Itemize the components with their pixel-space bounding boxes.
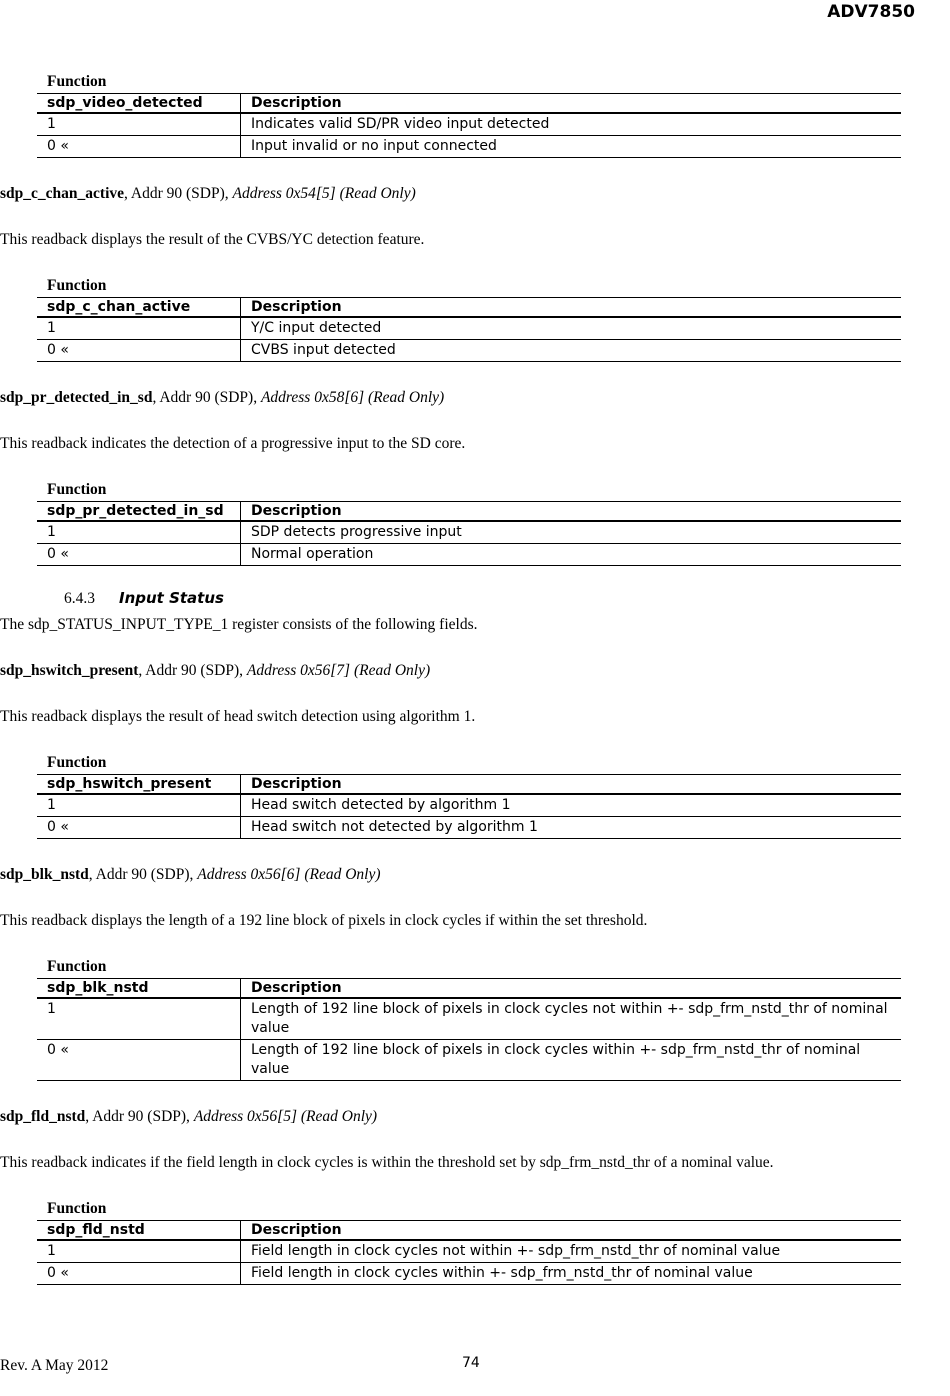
row-description: Field length in clock cycles not within +- sdp_frm_nstd_thr of nominal value: [241, 1240, 902, 1263]
register-heading-sdp-blk-nstd: [0, 865, 920, 885]
table-row: [37, 340, 901, 362]
table-row: [37, 998, 901, 1040]
table-caption: Function: [47, 1200, 107, 1217]
register-name: sdp_hswitch_present: [0, 662, 139, 679]
register-address: Address 0x56[5] (Read Only): [193, 1108, 378, 1125]
row-value: 0 «: [37, 544, 241, 566]
row-description: SDP detects progressive input: [241, 521, 902, 544]
register-description: This readback displays the result of head switch detection using algorithm 1.: [0, 708, 476, 725]
row-description: Input invalid or no input connected: [241, 136, 902, 158]
function-table-sdp-pr-detected-in-sd: [37, 480, 901, 566]
table-caption: Function: [47, 73, 107, 90]
table-caption: Function: [47, 481, 107, 498]
row-value: 1: [37, 998, 241, 1040]
table-row: [37, 1263, 901, 1285]
row-description: Head switch detected by algorithm 1: [241, 794, 902, 817]
table-row: [37, 817, 901, 839]
function-table-sdp-fld-nstd: [37, 1199, 901, 1285]
register-addr: , Addr 90 (SDP),: [138, 662, 247, 679]
register-address: Address 0x56[7] (Read Only): [246, 662, 431, 679]
footer-page-number: 74: [462, 1355, 480, 1371]
register-heading-sdp-fld-nstd: [0, 1107, 920, 1127]
row-value: 1: [37, 521, 241, 544]
register-addr: , Addr 90 (SDP),: [85, 1108, 194, 1125]
row-value: 0 «: [37, 136, 241, 158]
table-row: [37, 544, 901, 566]
row-description: Indicates valid SD/PR video input detected: [241, 113, 902, 136]
row-description: Head switch not detected by algorithm 1: [241, 817, 902, 839]
footer-revision: Rev. A May 2012: [0, 1357, 109, 1374]
row-description: CVBS input detected: [241, 340, 902, 362]
register-addr: , Addr 90 (SDP),: [152, 389, 261, 406]
register-address: Address 0x54[5] (Read Only): [232, 185, 416, 202]
register-address: Address 0x56[6] (Read Only): [197, 866, 381, 883]
table-header-field: sdp_video_detected: [37, 94, 241, 114]
table-caption: Function: [47, 958, 107, 975]
register-addr: , Addr 90 (SDP),: [124, 185, 233, 202]
row-description: Length of 192 line block of pixels in clock cycles not within +- sdp_frm_nstd_thr of nominal value: [241, 998, 902, 1040]
table-header-field: sdp_blk_nstd: [37, 979, 241, 999]
function-table-sdp-blk-nstd: [37, 957, 901, 1081]
row-value: 0 «: [37, 817, 241, 839]
row-description: Field length in clock cycles within +- sdp_frm_nstd_thr of nominal value: [241, 1263, 902, 1285]
table-header-description: Description: [241, 502, 902, 522]
register-heading-sdp-pr-detected-in-sd: [0, 388, 920, 408]
row-description: Normal operation: [241, 544, 902, 566]
table-row: [37, 136, 901, 158]
register-description: This readback indicates if the field length in clock cycles is within the threshold set by sdp_frm_nstd_thr of a nominal value.: [0, 1154, 774, 1171]
table-caption: Function: [47, 277, 107, 294]
row-description: Y/C input detected: [241, 317, 902, 340]
table-header-field: sdp_c_chan_active: [37, 298, 241, 318]
register-name: sdp_fld_nstd: [0, 1108, 86, 1125]
section-number: 6.4.3: [64, 590, 95, 607]
register-description: This readback displays the result of the CVBS/YC detection feature.: [0, 231, 425, 248]
table-row: [37, 113, 901, 136]
table-header-description: Description: [241, 775, 902, 795]
row-value: 0 «: [37, 1263, 241, 1285]
row-value: 0 «: [37, 1040, 241, 1081]
table-header-field: sdp_pr_detected_in_sd: [37, 502, 241, 522]
register-heading-sdp-c-chan-active: [0, 184, 920, 204]
table-header-field: sdp_hswitch_present: [37, 775, 241, 795]
register-description: This readback indicates the detection of a progressive input to the SD core.: [0, 435, 466, 452]
register-description: This readback displays the length of a 192 line block of pixels in clock cycles if within the set threshold.: [0, 912, 648, 929]
row-value: 1: [37, 317, 241, 340]
register-name: sdp_c_chan_active: [0, 185, 124, 202]
table-row: [37, 794, 901, 817]
row-value: 1: [37, 1240, 241, 1263]
row-value: 0 «: [37, 340, 241, 362]
register-heading-sdp-hswitch-present: [0, 661, 920, 681]
row-value: 1: [37, 794, 241, 817]
table-row: [37, 1040, 901, 1081]
register-name: sdp_blk_nstd: [0, 866, 89, 883]
table-header-description: Description: [241, 298, 902, 318]
table-header-description: Description: [241, 94, 902, 114]
table-row: [37, 521, 901, 544]
table-header-description: Description: [241, 979, 902, 999]
function-table-sdp-hswitch-present: [37, 753, 901, 839]
register-address: Address 0x58[6] (Read Only): [260, 389, 445, 406]
section-intro: The sdp_STATUS_INPUT_TYPE_1 register consists of the following fields.: [0, 616, 478, 633]
table-header-field: sdp_fld_nstd: [37, 1221, 241, 1241]
function-table-sdp-video-detected: [37, 72, 901, 158]
table-row: [37, 317, 901, 340]
section-title: Input Status: [119, 589, 224, 607]
row-description: Length of 192 line block of pixels in clock cycles within +- sdp_frm_nstd_thr of nominal value: [241, 1040, 902, 1081]
register-addr: , Addr 90 (SDP),: [88, 866, 198, 883]
table-header-description: Description: [241, 1221, 902, 1241]
document-header-title: ADV7850: [827, 2, 915, 22]
section-heading: [64, 588, 920, 609]
row-value: 1: [37, 113, 241, 136]
register-name: sdp_pr_detected_in_sd: [0, 389, 153, 406]
function-table-sdp-c-chan-active: [37, 276, 901, 362]
table-caption: Function: [47, 754, 107, 771]
page-content: [0, 72, 920, 1285]
table-row: [37, 1240, 901, 1263]
